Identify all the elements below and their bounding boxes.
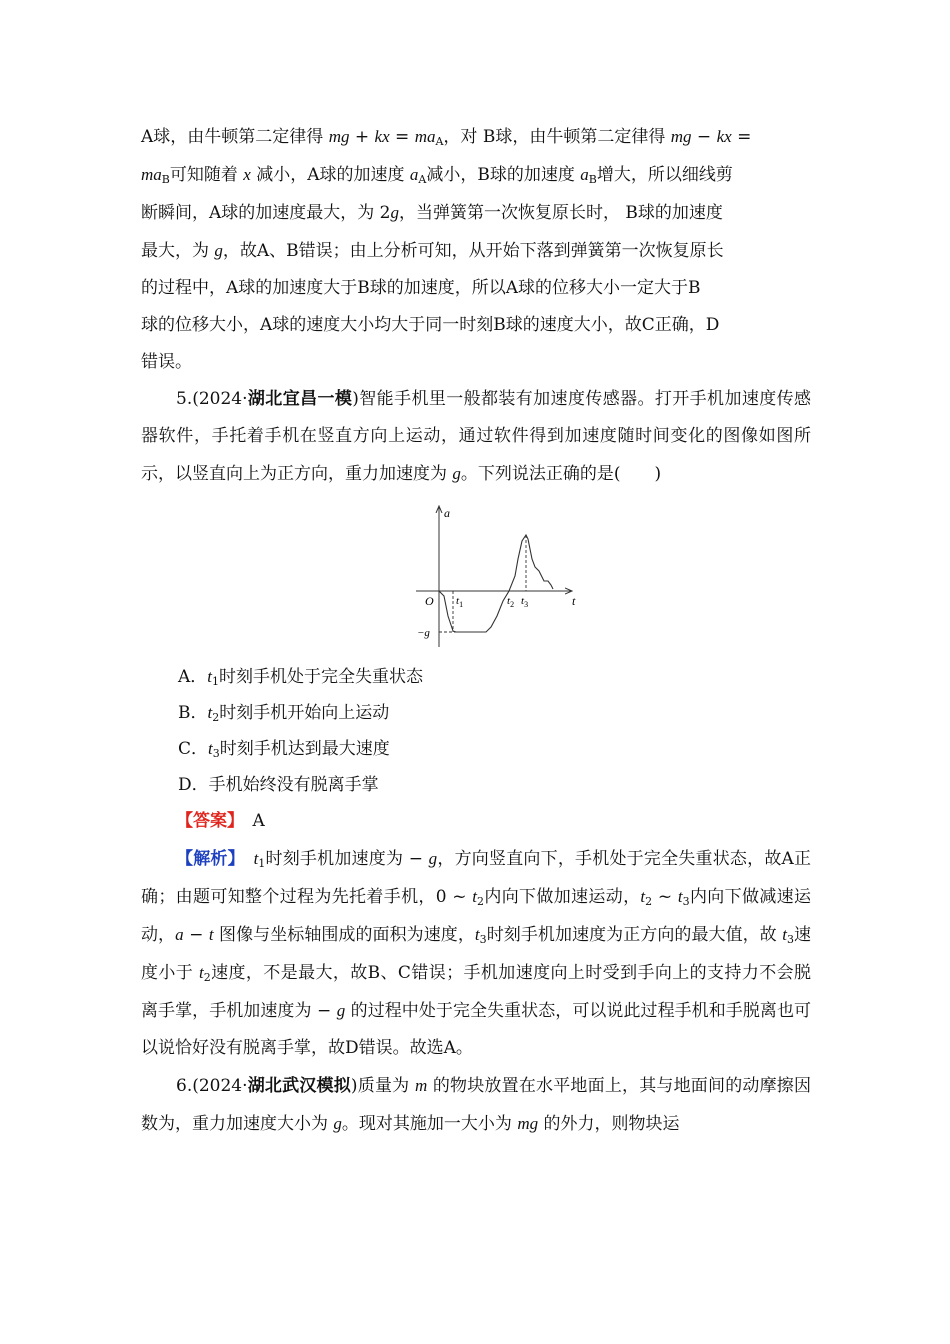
t-axis-label: t bbox=[572, 594, 576, 608]
acceleration-time-graph bbox=[141, 495, 811, 655]
origin-label: O bbox=[425, 594, 434, 608]
question-6-stem: 6.(2024·湖北武汉模拟)质量为 m 的物块放置在水平地面上，其与地面间的动摩擦因数为，重力加速度大小为 g。现对其施加一大小为 mg 的外力，则物块运 bbox=[141, 1076, 811, 1134]
analysis-paragraph: 【解析】 $t_1$时刻手机加速度为 − g，方向竖直向下，手机处于完全失重状态，故A正确；由题可知整个过程为先托着手机，0 ~ $t_2$内向下做加速运动，$t_2$ ~ $t_3$内向下做减速运动，a − t 图像与坐标轴围成的面积为速度，$t_3$时刻手机加速度为正方向的最大值，故 $t_3$速度小于 $t_2$速度，不是最大，故B、C错误；手机加速度向上时受到手向上的支持力不会脱离手掌，手机加速度为 − g 的过程中处于完全失重状态，可以说此过程手机和手脱离也可以说恰好没有脱离手掌，故D错误。故选A。 bbox=[141, 849, 812, 1058]
prev-line-3: 断瞬间，A球的加速度最大，为 2g，当弹簧第一次恢复原长时， B球的加速度 bbox=[141, 203, 723, 223]
question-6-source: 湖北武汉模拟 bbox=[247, 1076, 351, 1096]
neg-g-label: −g bbox=[417, 627, 430, 639]
answer-value: A bbox=[252, 811, 265, 831]
t3-label: $t_3$ bbox=[521, 595, 529, 609]
prev-line-1: A球，由牛顿第二定律得 mg + kx = $ma_A$，对 B球，由牛顿第二定律得 mg − kx = bbox=[141, 127, 752, 148]
answer-tag: 【答案】 bbox=[176, 811, 236, 831]
prev-line-5: 的过程中，A球的加速度大于B球的加速度，所以A球的位移大小一定大于B bbox=[141, 278, 701, 298]
option-b: B．$t_2$时刻手机开始向上运动 bbox=[178, 703, 390, 724]
prev-line-6: 球的位移大小，A球的速度大小均大于同一时刻B球的速度大小，故C正确，D bbox=[141, 315, 720, 335]
a-axis-label: a bbox=[444, 506, 450, 520]
t2-label: $t_2$ bbox=[507, 595, 515, 609]
answer-line bbox=[141, 803, 811, 840]
analysis-tag: 【解析】 bbox=[176, 849, 237, 869]
question-5-stem: 5.(2024·湖北宜昌一模)智能手机里一般都装有加速度传感器。打开手机加速度传感器软件，手托着手机在竖直方向上运动，通过软件得到加速度随时间变化的图像如图所示，以竖直向上为正方向，重力加速度为 g。下列说法正确的是( ) bbox=[141, 389, 812, 484]
option-a: A．$t_1$时刻手机处于完全失重状态 bbox=[178, 667, 424, 688]
prev-line-7: 错误。 bbox=[141, 352, 192, 372]
document-page bbox=[141, 118, 811, 1143]
t1-label: $t_1$ bbox=[456, 595, 464, 609]
acceleration-curve bbox=[439, 535, 553, 632]
option-d: D．手机始终没有脱离手掌 bbox=[178, 775, 379, 795]
prev-line-4: 最大，为 g，故A、B错误；由上分析可知，从开始下落到弹簧第一次恢复原长 bbox=[141, 241, 724, 261]
prev-line-2: $ma_B$可知随着 x 减小，A球的加速度 $a_A$减小，B球的加速度 $a_B$增大，所以细线剪 bbox=[141, 165, 733, 186]
option-c: C．$t_3$时刻手机达到最大速度 bbox=[178, 739, 390, 760]
question-5-source: 湖北宜昌一模 bbox=[247, 389, 353, 409]
